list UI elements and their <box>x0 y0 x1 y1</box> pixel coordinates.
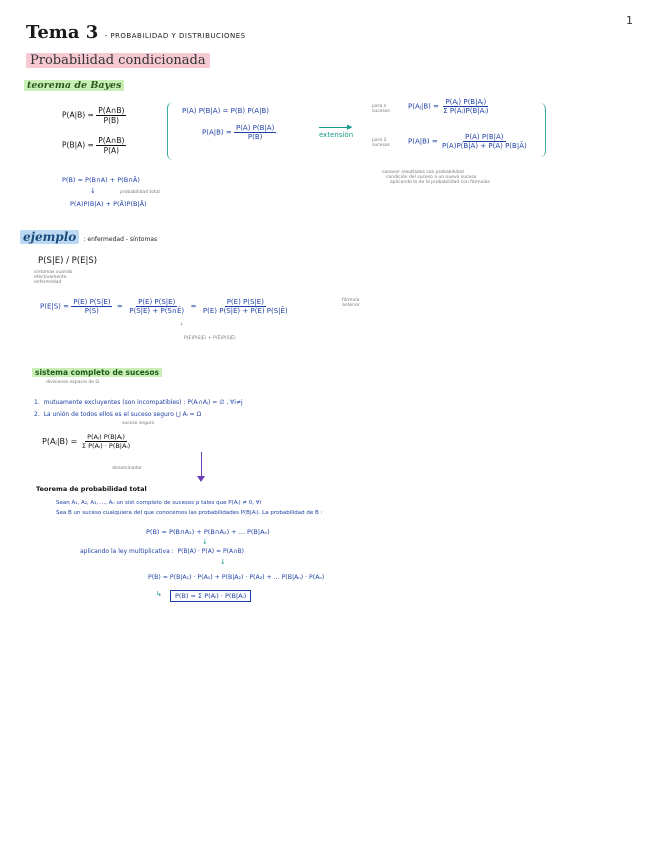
note-n-events: para n sucesos <box>372 104 390 114</box>
condition-2: 2. La unión de todos ellos es el suceso seguro ⋃ Aᵢ = Ω <box>34 411 202 418</box>
extension-arrow: ▶ extensión <box>319 123 354 139</box>
example-bayes: P(E|S) = $\frac{P(E) P(S|E)}{P(S)}$ = $\frac{P(E) P(S|E)}{P(S|E) + P(S\cap Ē)}$ = $\frac{P(E) P(S|E)}{P(E) P(S|E) + P(Ē) P(S|Ē)}$ <box>40 298 288 315</box>
bayes-two-events: P(A|B) = $\frac{P(A) P(B|A)}{P(A)P(B|A) + P(Ā) P(B|Ā)}$ <box>408 133 527 150</box>
complete-system-heading: sistema completo de sucesos <box>32 368 162 377</box>
total-probability-heading: Teorema de probabilidad total <box>36 485 147 493</box>
title-main: Tema 3 <box>26 22 99 43</box>
bayes-def-1: P(A|B) = $\frac{P(A\cap B)}{P(B)}$ <box>62 106 125 125</box>
total-prob-note: probabilidad total <box>120 190 160 195</box>
total-result: P(B) = Σ P(Aᵢ) · P(B|Aᵢ) <box>170 592 251 600</box>
example-heading: ejemplo : enfermedad - síntomas <box>20 230 157 244</box>
bayes-mult-eq: P(A) P(B|A) = P(B) P(A|B) <box>182 107 269 115</box>
total-prob-2: P(A)P(B|A) + P(Ā)P(B|Ā) <box>70 200 147 208</box>
purple-down-arrow <box>201 452 202 478</box>
teal-arrow-1: ↓ <box>202 538 208 546</box>
page-number: 1 <box>626 14 633 27</box>
denominator-note: denominador <box>112 466 142 471</box>
side-notes: conocer resultados con probabilidad condición del suceso a un nuevo suceso aplicando lo de la probabilidad con fórmulas <box>382 170 490 185</box>
total-prob-1: P(B) = P(B∩A) + P(B∩Ā) <box>62 176 140 184</box>
total-line-3: aplicando la ley multiplicativa : P(B|A) · P(A) = P(A∩B) <box>80 548 244 555</box>
example-arrow: ↓ <box>180 322 184 327</box>
example-question: P(S|E) / P(E|S) <box>38 256 98 266</box>
title-subtitle: - PROBABILIDAD Y DISTRIBUCIONES <box>104 32 246 40</box>
example-sub-note: P(E)P(S|E) + P(Ē)P(S|Ē) <box>184 336 236 341</box>
page-title <box>26 22 246 43</box>
condition-2-note: suceso seguro <box>122 421 155 426</box>
condition-1: 1. mutuamente excluyentes (son incompatibles) : P(Aᵢ∩Aⱼ) = ∅ , ∀i≠j <box>34 399 243 406</box>
teal-arrow-2: ↓ <box>220 558 226 566</box>
bayes-general: P(Aⱼ|B) = $\frac{\text{P(Aⱼ) P(B|Aⱼ)}}{\text{Σ P(Aᵢ)P(B|Aᵢ)}}$ <box>408 98 489 115</box>
section-title: Probabilidad condicionada <box>26 53 210 68</box>
right-brace <box>539 103 546 157</box>
total-line-2: Sea B un suceso cualquiera del que conocemos las probabilidades P(B|Aᵢ). La probabilidad de B : <box>56 510 323 516</box>
complete-system-subtitle: divisiones espacio de Ω <box>46 380 99 385</box>
total-line-1: Sean A₁, A₂, A₃, ..., Aₙ un sist completo de sucesos p tales que P(Aᵢ) ≠ 0, ∀i <box>56 500 261 506</box>
left-brace <box>167 102 174 160</box>
teal-arrow-3: ↳ <box>156 590 162 598</box>
theorem-heading: teorema de Bayes <box>24 80 124 91</box>
complete-bayes: P(Aⱼ|B) = $\frac{\text{P(Aⱼ) P(B|Aⱼ)}}{\text{Σ P(Aᵢ) · P(B|Aᵢ)}}$ <box>42 433 131 450</box>
total-eq-1: P(B) = P(B∩A₁) + P(B∩A₂) + ... P(B|Aₙ) <box>146 528 270 536</box>
down-arrow: ↓ <box>90 187 96 195</box>
bayes-formula: P(A|B) = $\frac{P(A) P(B|A)}{P(B)}$ <box>202 124 275 141</box>
total-eq-2: P(B) = P(B|A₁) · P(A₁) + P(B|A₂) · P(A₂) + ... P(B|Aₙ) · P(Aₙ) <box>148 574 325 581</box>
note-2-events: para 2 sucesos <box>372 138 390 148</box>
example-notes: síntomas cuando efectivamente enfermedad <box>34 270 73 285</box>
section-heading <box>26 53 210 68</box>
bayes-def-2: P(B|A) = $\frac{P(A\cap B)}{P(A)}$ <box>62 136 125 155</box>
example-side-note: fórmula anterior <box>342 298 360 308</box>
